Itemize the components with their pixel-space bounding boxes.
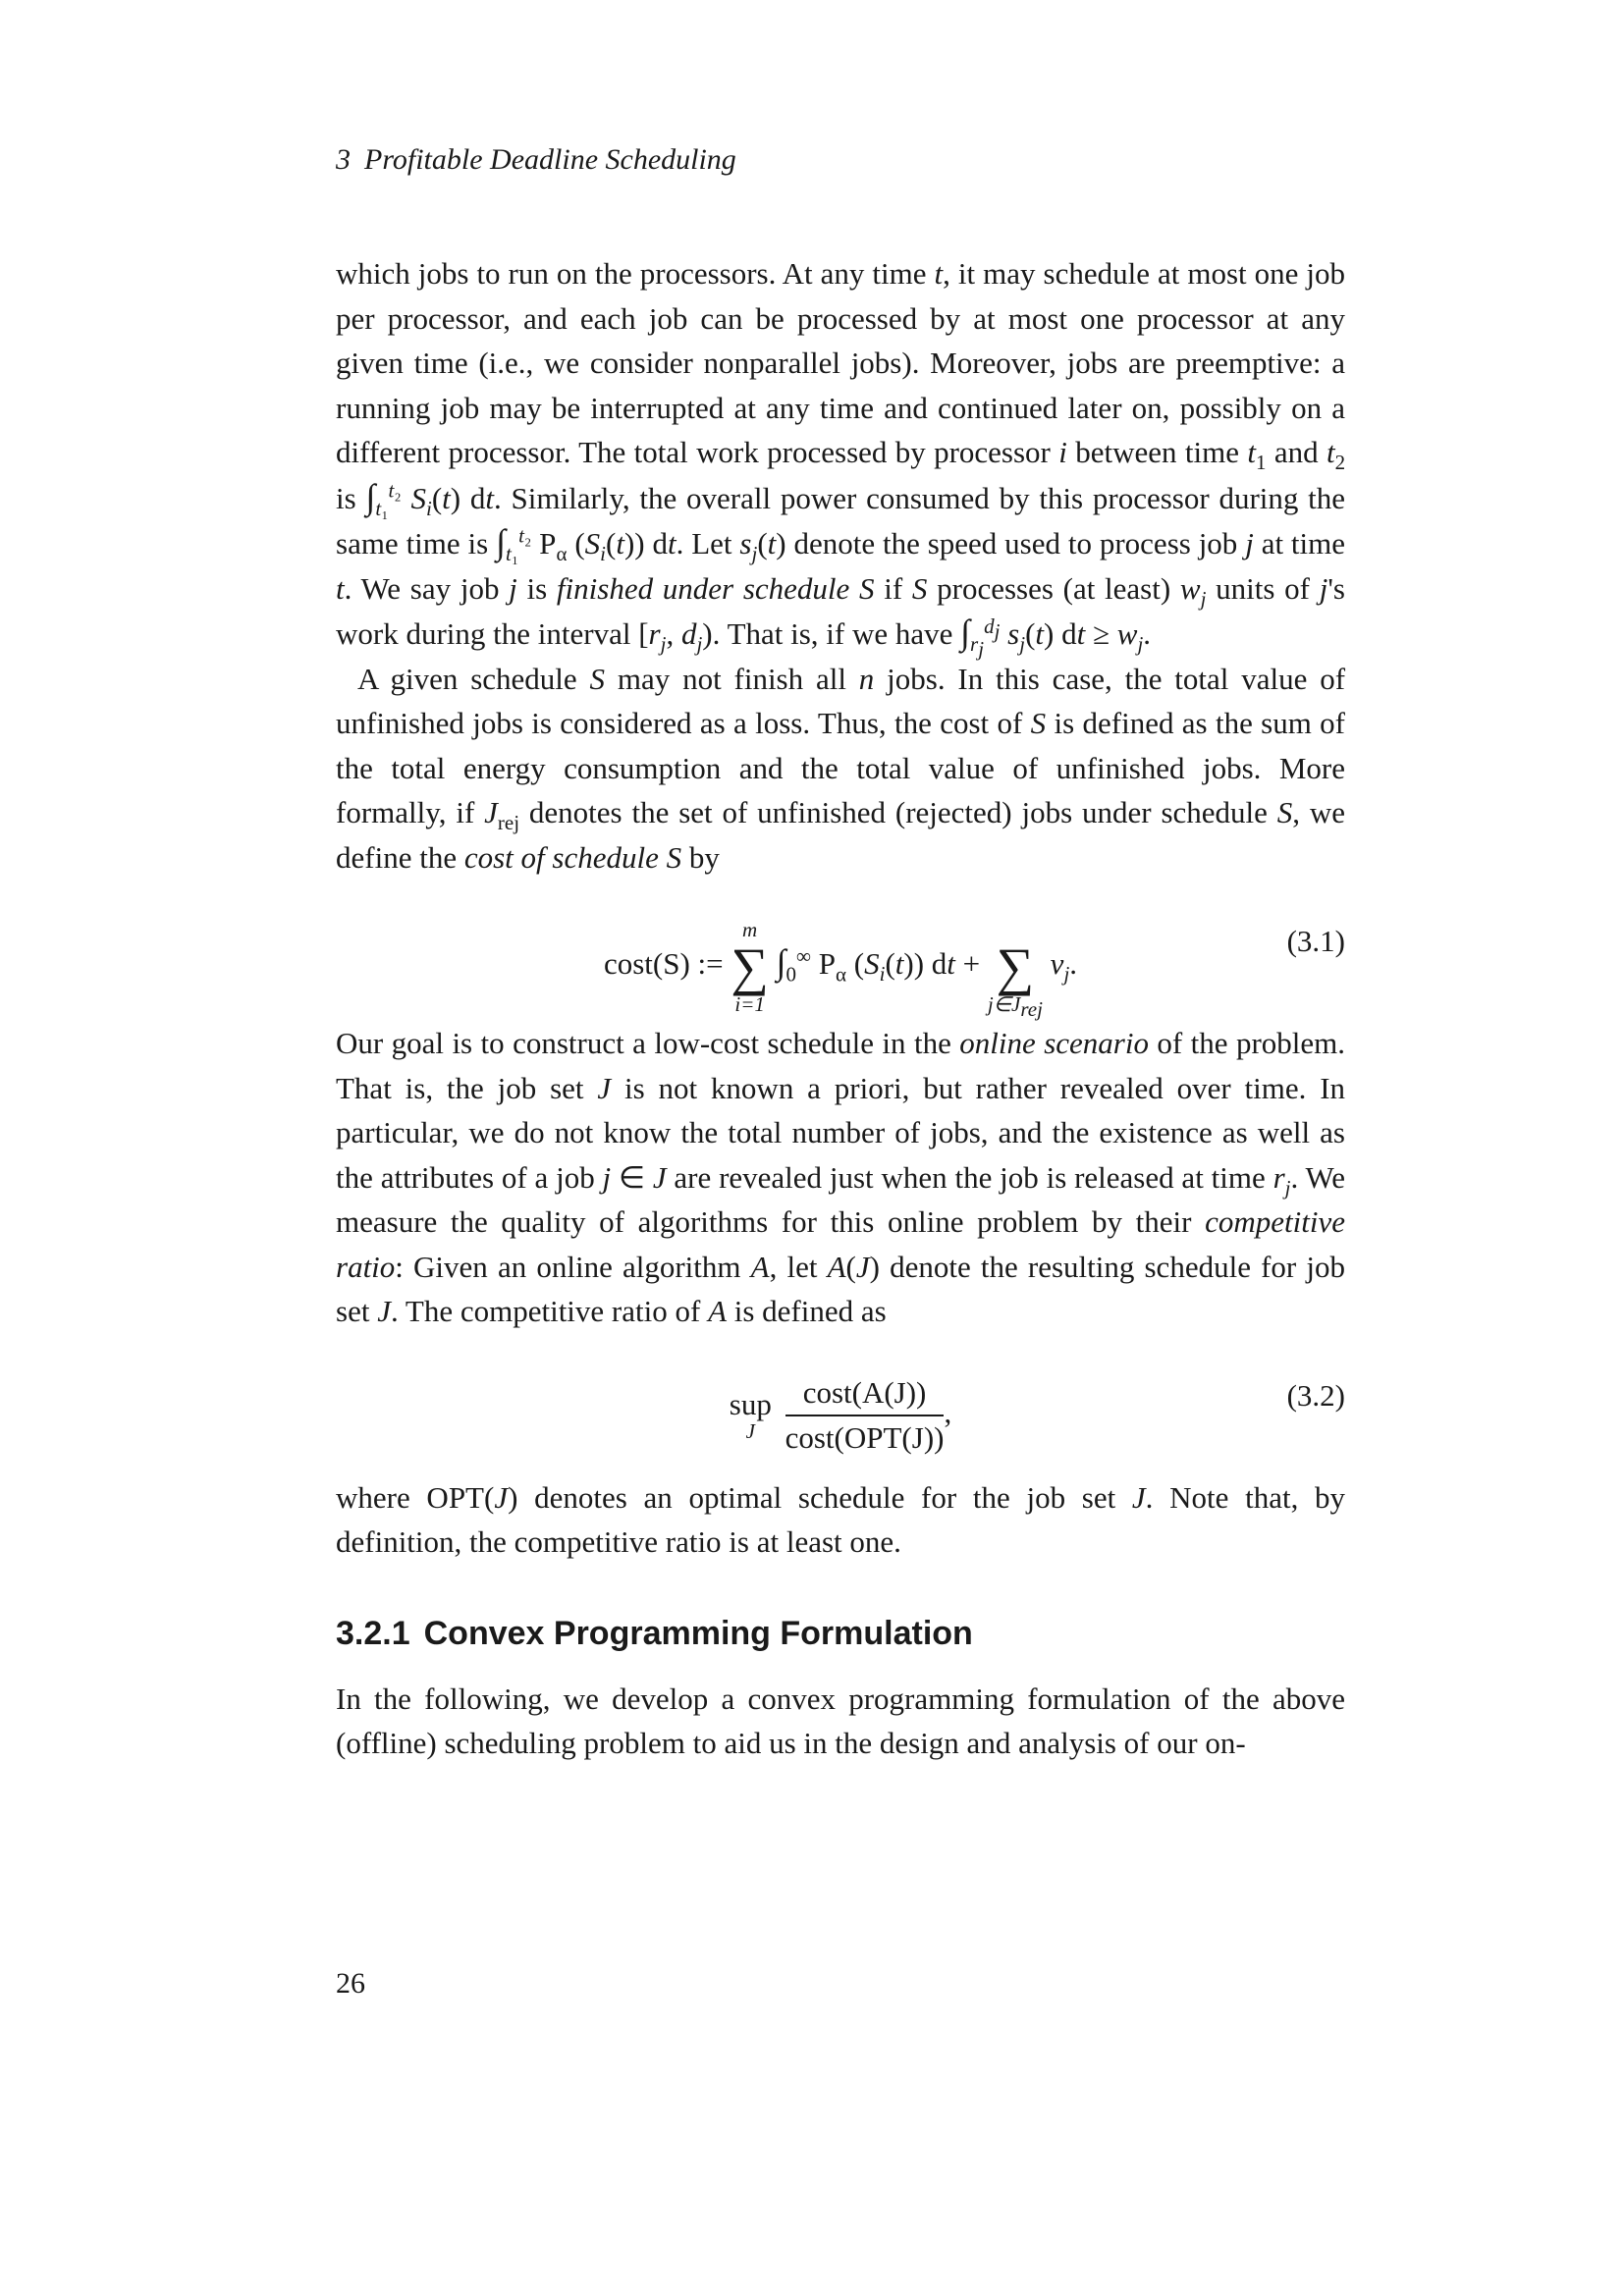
running-head	[336, 143, 736, 177]
paragraph-5: In the following, we develop a convex programming formulation of the above (offline) scheduling problem to aid us in the design and analysis of our on-	[336, 1681, 1345, 1760]
paragraph-4: where OPT(J) denotes an optimal schedule for the job set J. Note that, by definition, the competitive ratio is at least one.	[336, 1479, 1346, 1559]
paragraph-2: A given schedule S may not finish all n jobs. In this case, the total value of unfinished jobs is considered as a loss. Thus, the cost of S is defined as the sum of the total energy consumption and the total value of unfinished jobs. More formally, if $J_{rej}$ denotes the set of unfinished (rejected) jobs under schedule S, we define the cost of schedule S by	[336, 661, 1346, 875]
equation-3-2-formula: sup J $\frac{\cos t(A(J))}{\text{cost(OPT(J))}}$ ,	[729, 1374, 952, 1455]
equation-3-1-number: (3.1)	[1286, 924, 1345, 958]
page-number: 26	[336, 1967, 365, 2000]
section-heading	[336, 1612, 1345, 1655]
equation-3-2	[336, 1348, 1345, 1466]
paragraph-3: Our goal is to construct a low-cost schedule in the online scenario of the problem. That is, the job set J is not known a priori, but rather revealed over time. In particular, we do not know the total number of jobs, and the existence as well as the attributes of a job j ∈ J are revealed just when the job is released at time $r_j$. We measure the quality of algorithms for this online problem by their competitive ratio: Given an online algorithm A, let A(J) denote the resulting schedule for job set J. The competitive ratio of A is defined as	[336, 1026, 1346, 1328]
paragraph-1: which jobs to run on the processors. At any time t, it may schedule at most one job per processor, and each job can be processed by at most one processor at any given time (i.e., we consider nonparallel jobs). Moreover, jobs are preemptive: a running job may be interrupted at any time and continued later on, possibly on a different processor. The total work processed by processor i between time $t_1$ and $t_2$ is $\int_{t_1}^{t_2}$ $S_i(t)$ dt. Similarly, the overall power consumed by this processor during the same time is $\int_{t_1}^{t_2}$ $P_\alpha$ $(S_i(t))$ dt. Let $s_j(t)$ denote the speed used to process job j at time t. We say job j is finished under schedule S if S processes (at least) $w_j$ units of j's work during the interval [$r_j$, $d_j$). That is, if we have $\int_{r_j}^{d_j}$ $s_j(t)$ dt ≥ $w_j$.	[336, 256, 1346, 662]
section-number: 3.2.1	[336, 1614, 410, 1652]
chapter-number: 3	[336, 143, 351, 176]
equation-3-2-number: (3.2)	[1286, 1377, 1345, 1413]
body-text	[336, 251, 1345, 1766]
section-title: Convex Programming Formulation	[423, 1614, 973, 1652]
equation-3-1-formula: cost(S) := m ∑ i=1 $\int_0^\infty$ $P_\alpha$ $(S_i(t))$ dt + ∑ $j\in J_{rej}$ $v_j$.	[603, 918, 1078, 1022]
chapter-title: Profitable Deadline Scheduling	[364, 143, 736, 176]
equation-3-1	[336, 893, 1345, 1022]
